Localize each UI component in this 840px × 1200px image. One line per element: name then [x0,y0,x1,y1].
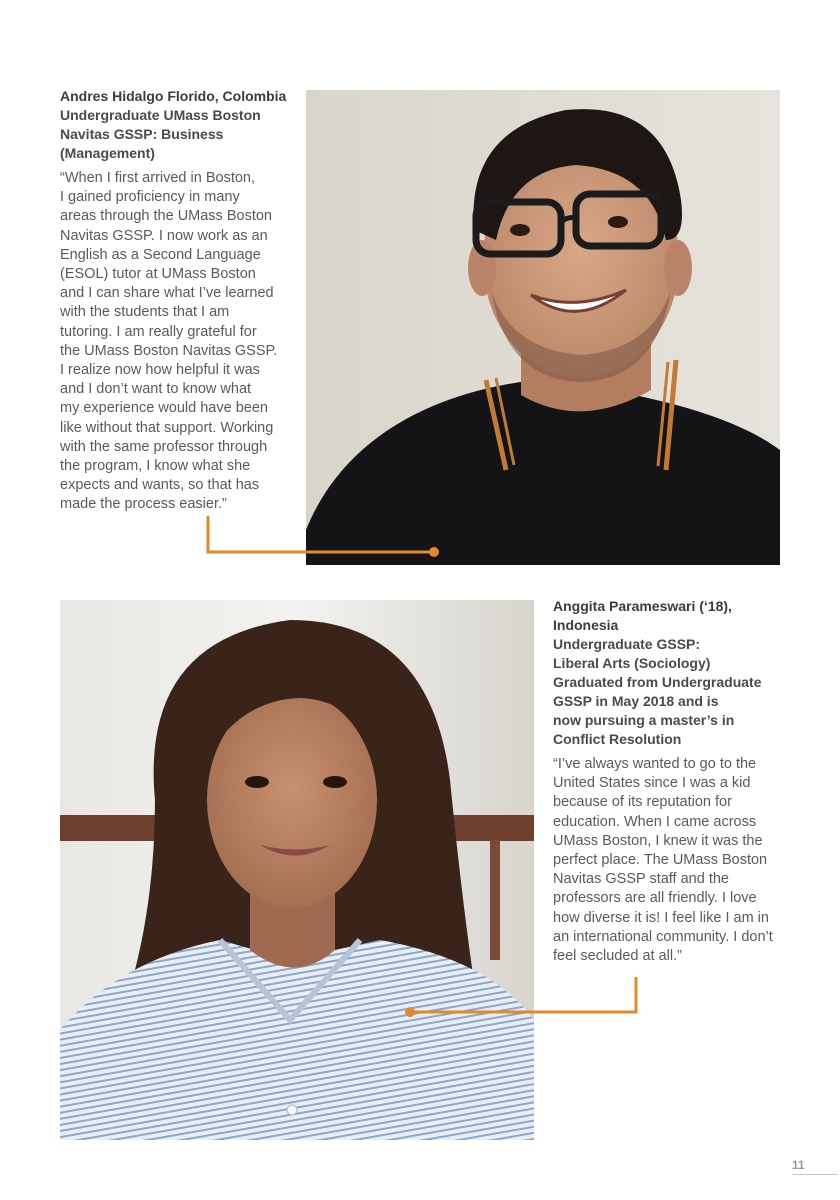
page-number: 11 [792,1158,838,1175]
connector-dot [405,1007,415,1017]
testimonial-2-text [553,597,793,966]
quote-line: and I can share what I’ve learned [60,285,274,302]
quote-line: (ESOL) tutor at UMass Boston [60,266,256,283]
quote-line: my experience would have been [60,400,268,417]
quote-line: feel secluded at all.” [553,948,682,965]
quote-line: the UMass Boston Navitas GSSP. [60,342,278,359]
testimonial-2-program [553,635,793,749]
quote-line: with the same professor through [60,438,268,455]
program-line: Undergraduate GSSP: [553,636,701,652]
quote-line: tutoring. I am really grateful for [60,323,257,340]
quote-line: how diverse it is! I feel like I am in [553,909,769,926]
testimonial-1-program [60,106,296,163]
quote-line: like without that support. Working [60,419,274,436]
quote-line: “I’ve always wanted to go to the [553,756,757,772]
connector-line-1 [200,510,445,560]
quote-line: Navitas GSSP. I now work as an [60,227,268,244]
quote-line: because of its reputation for [553,794,732,811]
quote-line: I gained proficiency in many [60,189,240,206]
connector-dot [429,547,439,557]
program-line: Navitas GSSP: Business [60,126,224,142]
name-line: Indonesia [553,617,619,633]
quote-line: areas through the UMass Boston [60,208,272,225]
quote-line: UMass Boston, I knew it was the [553,832,763,849]
quote-line: the program, I know what she [60,458,251,475]
quote-line: and I don’t want to know what [60,381,252,398]
testimonial-1-text [60,87,296,515]
testimonial-2-photo [60,600,534,1140]
testimonial-1-name: Andres Hidalgo Florido, Colombia [60,88,287,104]
portrait-woman-image [60,600,534,1140]
quote-line: an international community. I don’t [553,928,773,945]
quote-line: expects and wants, so that has [60,477,260,494]
quote-line: education. When I came across [553,813,757,830]
connector-line-2 [402,975,647,1020]
quote-line: with the students that I am [60,304,230,321]
program-line: Graduated from Undergraduate [553,674,762,690]
program-line: GSSP in May 2018 and is [553,693,719,709]
quote-line: professors are all friendly. I love [553,890,757,907]
program-line: Undergraduate UMass Boston [60,107,261,123]
program-line: Liberal Arts (Sociology) [553,655,711,671]
quote-line: I realize now how helpful it was [60,362,260,379]
quote-line: perfect place. The UMass Boston [553,852,768,869]
quote-line: Navitas GSSP staff and the [553,871,729,888]
testimonial-1-quote [60,169,296,515]
testimonial-2-name [553,597,793,635]
testimonial-2-quote [553,755,793,966]
quote-line: made the process easier.” [60,496,227,513]
quote-line: English as a Second Language [60,246,261,263]
quote-line: United States since I was a kid [553,775,751,792]
program-line: Conflict Resolution [553,731,682,747]
program-line: (Management) [60,145,155,161]
testimonial-1-photo [306,90,780,565]
portrait-man-image [306,90,780,565]
name-line: Anggita Parameswari (‘18), [553,598,732,614]
quote-line: “When I first arrived in Boston, [60,170,256,186]
program-line: now pursuing a master’s in [553,712,735,728]
